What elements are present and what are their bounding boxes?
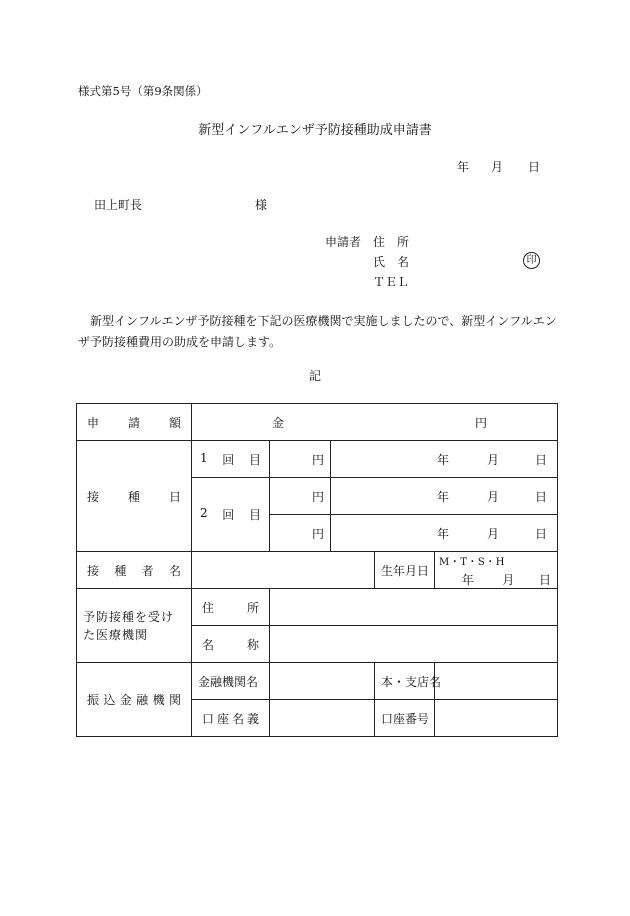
bank-name-text: 金融機関名 bbox=[198, 674, 259, 689]
second-year-b: 年 bbox=[437, 526, 450, 541]
label-char: 所 bbox=[246, 600, 259, 615]
second-dose-amount-b[interactable] bbox=[270, 515, 331, 552]
label-char: 請 bbox=[127, 415, 140, 430]
applicant-tel-label: ＴＥＬ bbox=[373, 275, 410, 289]
first-dose-label bbox=[192, 441, 270, 478]
branch-label bbox=[375, 663, 442, 700]
label-char: 号 bbox=[417, 711, 430, 726]
label-char: 生 bbox=[381, 563, 394, 578]
label-char: 回 bbox=[222, 508, 235, 522]
label-char: 目 bbox=[248, 452, 261, 467]
yen-label: 円 bbox=[474, 415, 487, 430]
applicant-address-label: 住 所 bbox=[373, 235, 410, 249]
label-char: 回 bbox=[222, 452, 235, 467]
application-table bbox=[76, 403, 558, 737]
account-number-field[interactable] bbox=[435, 700, 558, 737]
second-dose-amount-a[interactable] bbox=[270, 478, 331, 515]
label-char: 座 bbox=[393, 711, 406, 726]
label-char: 2 bbox=[200, 506, 208, 520]
body-text: 新型インフルエンザ予防接種を下記の医療機関で実施しましたので、新型インフルエンザ予防接種費用の助成を申請します。 bbox=[78, 314, 557, 349]
bank-text bbox=[83, 691, 185, 708]
first-dose-yen: 円 bbox=[311, 452, 324, 467]
institution-name-text bbox=[198, 636, 263, 653]
branch-field[interactable] bbox=[435, 663, 558, 700]
label-char: 融 bbox=[136, 693, 149, 707]
label-char: 名 bbox=[168, 563, 181, 578]
first-dose-date[interactable] bbox=[331, 441, 558, 478]
label-char: 義 bbox=[246, 711, 259, 726]
seal-mark: 印 bbox=[523, 252, 540, 269]
label-char: 1 bbox=[200, 450, 208, 465]
label-char: 目 bbox=[248, 508, 261, 522]
label-char: 種 bbox=[114, 563, 127, 578]
institution-address-row bbox=[77, 589, 558, 626]
account-name-text bbox=[198, 710, 263, 727]
label-char: 口 bbox=[202, 711, 215, 726]
label-char: 月 bbox=[405, 563, 418, 578]
era-options: M・T・S・H bbox=[439, 556, 505, 568]
birth-day: 日 bbox=[539, 572, 552, 587]
branch-text: 本・支店名 bbox=[381, 674, 442, 689]
vaccinee-name-label bbox=[77, 552, 192, 589]
vaccination-date-label bbox=[77, 441, 192, 552]
second-day-a: 日 bbox=[535, 489, 548, 504]
request-amount-label bbox=[77, 404, 192, 441]
account-name-label bbox=[192, 700, 270, 737]
applicant-label: 申請者 bbox=[325, 235, 362, 249]
label-char: 名 bbox=[202, 637, 215, 652]
date-day-label: 日 bbox=[528, 160, 541, 174]
request-amount-field[interactable] bbox=[192, 404, 558, 441]
institution-address-text bbox=[198, 599, 263, 616]
date-month-label: 月 bbox=[491, 160, 504, 174]
request-amount-row bbox=[77, 404, 558, 441]
date-year-label: 年 bbox=[457, 160, 470, 174]
form-number: 様式第5号（第9条関係） bbox=[78, 84, 208, 98]
first-month: 月 bbox=[487, 452, 500, 467]
institution-name-label bbox=[192, 626, 270, 663]
second-month-b: 月 bbox=[487, 526, 500, 541]
institution-name-field[interactable] bbox=[270, 626, 558, 663]
label-char: 接 bbox=[87, 489, 100, 504]
second-year-a: 年 bbox=[437, 489, 450, 504]
label-char: 申 bbox=[87, 415, 100, 430]
second-dose-text bbox=[198, 506, 263, 523]
kin-label: 金 bbox=[271, 415, 284, 430]
second-dose-yen-b: 円 bbox=[311, 526, 324, 541]
bank-label bbox=[77, 663, 192, 737]
second-dose-yen-a: 円 bbox=[311, 489, 324, 504]
bank-name-label bbox=[192, 663, 270, 700]
second-day-b: 日 bbox=[535, 526, 548, 541]
vaccinee-name-text bbox=[83, 562, 185, 579]
account-number-label bbox=[375, 700, 435, 737]
label-char: 者 bbox=[141, 563, 154, 578]
label-char: 口 bbox=[381, 711, 394, 726]
ki-heading: 記 bbox=[308, 369, 321, 383]
label-char: 称 bbox=[246, 637, 259, 652]
birth-month: 月 bbox=[502, 572, 515, 587]
label-char: 込 bbox=[103, 693, 116, 707]
addressee: 田上町長 bbox=[94, 198, 143, 212]
label-char: 金 bbox=[119, 693, 132, 707]
applicant-name-label: 氏 名 bbox=[373, 255, 410, 269]
label-char: 住 bbox=[202, 600, 215, 615]
birth-year: 年 bbox=[461, 572, 474, 587]
bank-row bbox=[77, 663, 558, 700]
birth-date-field[interactable] bbox=[435, 552, 558, 589]
label-char: 種 bbox=[127, 489, 140, 504]
document-title: 新型インフルエンザ予防接種助成申請書 bbox=[198, 123, 432, 138]
account-name-field[interactable] bbox=[270, 700, 375, 737]
institution-address-field[interactable] bbox=[270, 589, 558, 626]
bank-name-field[interactable] bbox=[270, 663, 375, 700]
first-dose-amount[interactable] bbox=[270, 441, 331, 478]
label-char: 日 bbox=[168, 489, 181, 504]
vaccination-first-row bbox=[77, 441, 558, 478]
label-char: 日 bbox=[417, 563, 430, 578]
label-char: 名 bbox=[231, 711, 244, 726]
vaccination-date-text bbox=[83, 488, 185, 505]
first-dose-text bbox=[198, 451, 263, 468]
first-day: 日 bbox=[535, 452, 548, 467]
second-dose-date-b[interactable] bbox=[331, 515, 558, 552]
institution-address-label bbox=[192, 589, 270, 626]
institution-text: 予防接種を受けた医療機関 bbox=[83, 609, 175, 642]
label-char: 年 bbox=[393, 563, 406, 578]
label-char: 接 bbox=[87, 563, 100, 578]
label-char: 関 bbox=[168, 693, 181, 707]
honorific: 様 bbox=[255, 198, 268, 212]
first-year: 年 bbox=[437, 452, 450, 467]
label-char: 番 bbox=[405, 711, 418, 726]
vaccinee-name-field[interactable] bbox=[192, 552, 375, 589]
second-dose-label bbox=[192, 478, 270, 552]
birth-date-text bbox=[381, 562, 428, 579]
label-char: 座 bbox=[216, 711, 229, 726]
vaccinee-row bbox=[77, 552, 558, 589]
label-char: 額 bbox=[168, 415, 181, 430]
label-char: 機 bbox=[152, 693, 165, 707]
birth-date-label bbox=[375, 552, 435, 589]
institution-label bbox=[77, 589, 192, 663]
request-amount-text bbox=[83, 414, 185, 431]
second-dose-date-a[interactable] bbox=[331, 478, 558, 515]
label-char: 振 bbox=[87, 693, 100, 707]
account-number-text bbox=[381, 710, 428, 727]
second-month-a: 月 bbox=[487, 489, 500, 504]
